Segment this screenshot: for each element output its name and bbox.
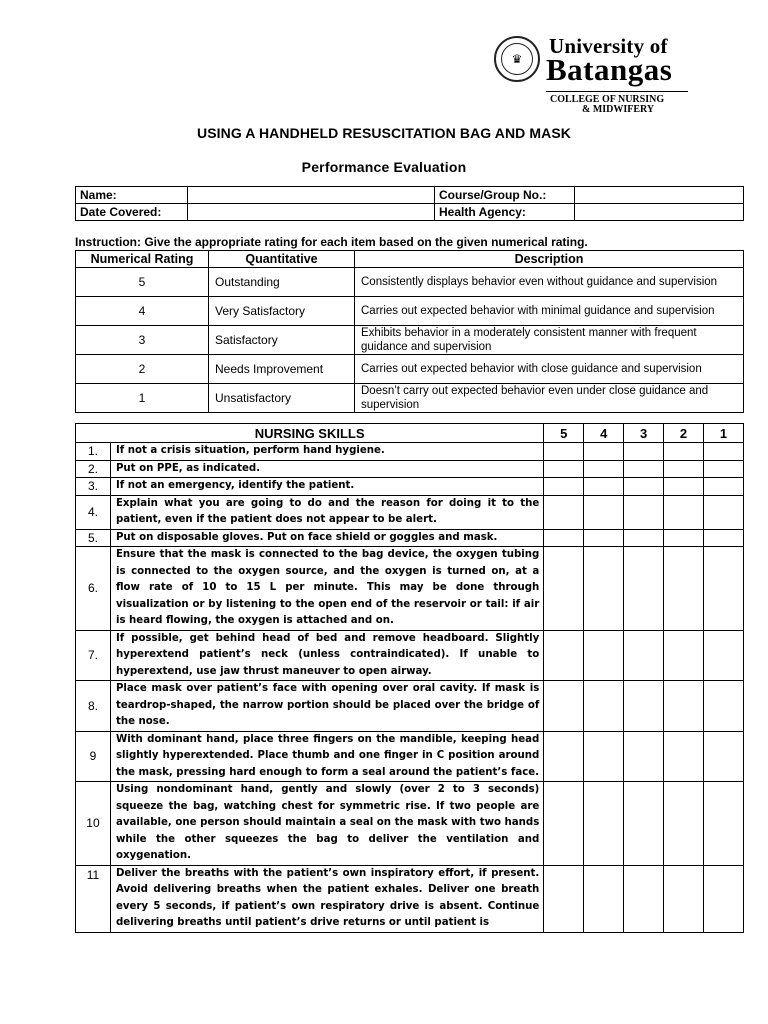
scale-header: 2 <box>664 424 704 443</box>
rating-cell-5[interactable] <box>544 460 584 478</box>
table-row <box>76 681 744 732</box>
rating-number: 3 <box>76 326 209 355</box>
university-name-top: University of <box>549 34 668 58</box>
rating-cell-5[interactable] <box>544 630 584 681</box>
rating-cell-1[interactable] <box>703 731 743 782</box>
step-number: 5. <box>76 529 111 547</box>
step-text: Deliver the breaths with the patient’s own inspiratory effort, if present. Avoid delivering breaths when the patient exhales. Deliver one breath every 5 seconds, if patient’s own respiratory drive is absent. Continue delivering breaths until patient’s drive returns or until patient is <box>110 865 543 932</box>
rating-cell-5[interactable] <box>544 495 584 529</box>
table-header-row <box>76 424 744 443</box>
table-row <box>76 187 744 204</box>
rating-cell-5[interactable] <box>544 731 584 782</box>
rating-cell-5[interactable] <box>544 478 584 496</box>
rating-cell-4[interactable] <box>584 478 624 496</box>
step-number: 9 <box>76 731 111 782</box>
rating-cell-1[interactable] <box>703 630 743 681</box>
college-name-line2: & MIDWIFERY <box>582 104 655 115</box>
step-text: If possible, get behind head of bed and remove headboard. Slightly hyperextend patient’s neck (unless contraindicated). If unable to hyperextend, use jaw thrust maneuver to open airway. <box>110 630 543 681</box>
step-text: With dominant hand, place three fingers on the mandible, keeping head slightly hyperextended. Place thumb and one finger in C position around the mask, pressing hard enough to form a seal around the patient’s face. <box>110 731 543 782</box>
step-text: If not a crisis situation, perform hand hygiene. <box>110 443 543 461</box>
rating-quantitative: Satisfactory <box>209 326 355 355</box>
step-text: Using nondominant hand, gently and slowly (over 2 to 3 seconds) squeeze the bag, watching chest for symmetric rise. If two people are available, one person should maintain a seal on the mask with two hands while the other squeezes the bag to deliver the ventilation and oxygenation. <box>110 782 543 866</box>
step-text: If not an emergency, identify the patient. <box>110 478 543 496</box>
rating-number: 2 <box>76 355 209 384</box>
rating-cell-2[interactable] <box>664 731 704 782</box>
table-row <box>76 782 744 866</box>
rating-cell-3[interactable] <box>624 478 664 496</box>
step-number: 1. <box>76 443 111 461</box>
rating-cell-5[interactable] <box>544 865 584 932</box>
rating-quantitative: Needs Improvement <box>209 355 355 384</box>
document-subtitle: Performance Evaluation <box>301 159 467 175</box>
step-text: Put on PPE, as indicated. <box>110 460 543 478</box>
rating-cell-5[interactable] <box>544 547 584 631</box>
scale-header: 4 <box>584 424 624 443</box>
university-logo <box>494 34 694 116</box>
step-text: Place mask over patient’s face with opening over oral cavity. If mask is teardrop-shaped, the narrow portion should be placed over the bridge of the nose. <box>110 681 543 732</box>
rating-cell-4[interactable] <box>584 495 624 529</box>
rating-cell-1[interactable] <box>703 865 743 932</box>
student-info-table <box>75 186 744 221</box>
rating-description: Carries out expected behavior with minimal guidance and supervision <box>355 297 744 326</box>
college-name-line1: COLLEGE OF NURSING <box>550 94 665 105</box>
rating-cell-4[interactable] <box>584 731 624 782</box>
rating-quantitative: Very Satisfactory <box>209 297 355 326</box>
rating-cell-3[interactable] <box>624 731 664 782</box>
table-row <box>76 630 744 681</box>
step-number: 10 <box>76 782 111 866</box>
rating-cell-2[interactable] <box>664 495 704 529</box>
rating-cell-3[interactable] <box>624 495 664 529</box>
nursing-skills-header: NURSING SKILLS <box>76 424 544 443</box>
rating-cell-2[interactable] <box>664 478 704 496</box>
rating-cell-4[interactable] <box>584 460 624 478</box>
table-row <box>76 268 744 297</box>
rating-cell-3[interactable] <box>624 865 664 932</box>
rating-description: Carries out expected behavior with close guidance and supervision <box>355 355 744 384</box>
table-row <box>76 384 744 413</box>
rating-cell-2[interactable] <box>664 865 704 932</box>
rating-quantitative: Outstanding <box>209 268 355 297</box>
step-number: 7. <box>76 630 111 681</box>
rating-number: 4 <box>76 297 209 326</box>
step-text: Explain what you are going to do and the reason for doing it to the patient, even if the patient does not appear to be alert. <box>110 495 543 529</box>
scale-header: 3 <box>624 424 664 443</box>
date-label: Date Covered: <box>76 204 188 221</box>
course-field[interactable] <box>575 187 744 204</box>
step-number: 6. <box>76 547 111 631</box>
table-row <box>76 204 744 221</box>
step-text: Ensure that the mask is connected to the bag device, the oxygen tubing is connected to the oxygen source, and the oxygen is turned on, at a flow rate of 10 to 15 L per minute. This may be done through visualization or by listening to the open end of the reservoir or tail: if air is heard flowing, the oxygen is attached and on. <box>110 547 543 631</box>
step-number: 8. <box>76 681 111 732</box>
column-header: Description <box>355 251 744 268</box>
step-number: 3. <box>76 478 111 496</box>
course-label: Course/Group No.: <box>435 187 575 204</box>
rating-cell-5[interactable] <box>544 782 584 866</box>
agency-label: Health Agency: <box>435 204 575 221</box>
table-row <box>76 443 744 461</box>
document-title: USING A HANDHELD RESUSCITATION BAG AND MASK <box>196 125 571 141</box>
rating-number: 1 <box>76 384 209 413</box>
scale-header: 5 <box>544 424 584 443</box>
name-label: Name: <box>76 187 188 204</box>
step-number: 4. <box>76 495 111 529</box>
rating-description: Consistently displays behavior even without guidance and supervision <box>355 268 744 297</box>
rating-cell-4[interactable] <box>584 630 624 681</box>
rating-cell-2[interactable] <box>664 529 704 547</box>
rating-cell-1[interactable] <box>703 443 743 461</box>
rating-cell-1[interactable] <box>703 529 743 547</box>
rating-cell-4[interactable] <box>584 681 624 732</box>
rating-cell-5[interactable] <box>544 529 584 547</box>
rating-cell-2[interactable] <box>664 547 704 631</box>
rating-cell-4[interactable] <box>584 782 624 866</box>
university-name: Batangas <box>546 52 673 87</box>
rating-cell-4[interactable] <box>584 865 624 932</box>
rating-cell-5[interactable] <box>544 443 584 461</box>
table-row <box>76 529 744 547</box>
divider <box>546 91 688 92</box>
step-number: 11 <box>76 865 111 932</box>
rating-cell-1[interactable] <box>703 782 743 866</box>
rating-cell-3[interactable] <box>624 782 664 866</box>
rating-cell-2[interactable] <box>664 443 704 461</box>
table-row <box>76 547 744 631</box>
rating-cell-1[interactable] <box>703 460 743 478</box>
table-row <box>76 731 744 782</box>
rating-cell-3[interactable] <box>624 681 664 732</box>
table-header-row <box>76 251 744 268</box>
rating-cell-3[interactable] <box>624 529 664 547</box>
rating-cell-2[interactable] <box>664 460 704 478</box>
step-text: Put on disposable gloves. Put on face shield or goggles and mask. <box>110 529 543 547</box>
rating-description: Doesn’t carry out expected behavior even under close guidance and supervision <box>355 384 744 413</box>
rating-cell-3[interactable] <box>624 630 664 681</box>
rating-quantitative: Unsatisfactory <box>209 384 355 413</box>
instruction-text: Instruction: Give the appropriate rating for each item based on the given numerical rating. <box>75 235 588 249</box>
rating-cell-3[interactable] <box>624 547 664 631</box>
rating-cell-1[interactable] <box>703 681 743 732</box>
table-row <box>76 326 744 355</box>
rating-description: Exhibits behavior in a moderately consistent manner with frequent guidance and supervision <box>355 326 744 355</box>
rating-cell-1[interactable] <box>703 495 743 529</box>
rating-cell-3[interactable] <box>624 443 664 461</box>
rating-cell-3[interactable] <box>624 460 664 478</box>
table-row <box>76 297 744 326</box>
table-row <box>76 460 744 478</box>
rating-cell-4[interactable] <box>584 547 624 631</box>
rating-cell-1[interactable] <box>703 547 743 631</box>
rating-scale-table <box>75 250 744 413</box>
table-row <box>76 355 744 384</box>
rating-cell-2[interactable] <box>664 630 704 681</box>
table-row <box>76 495 744 529</box>
column-header: Quantitative <box>209 251 355 268</box>
table-row <box>76 478 744 496</box>
rating-cell-4[interactable] <box>584 529 624 547</box>
agency-field[interactable] <box>575 204 744 221</box>
rating-cell-4[interactable] <box>584 443 624 461</box>
university-seal-icon: ♛ <box>494 36 540 82</box>
scale-header: 1 <box>703 424 743 443</box>
name-field[interactable] <box>188 187 435 204</box>
nursing-skills-table <box>75 423 744 933</box>
rating-cell-2[interactable] <box>664 782 704 866</box>
rating-cell-1[interactable] <box>703 478 743 496</box>
table-row <box>76 865 744 932</box>
step-number: 2. <box>76 460 111 478</box>
date-field[interactable] <box>188 204 435 221</box>
rating-cell-5[interactable] <box>544 681 584 732</box>
rating-cell-2[interactable] <box>664 681 704 732</box>
column-header: Numerical Rating <box>76 251 209 268</box>
rating-number: 5 <box>76 268 209 297</box>
